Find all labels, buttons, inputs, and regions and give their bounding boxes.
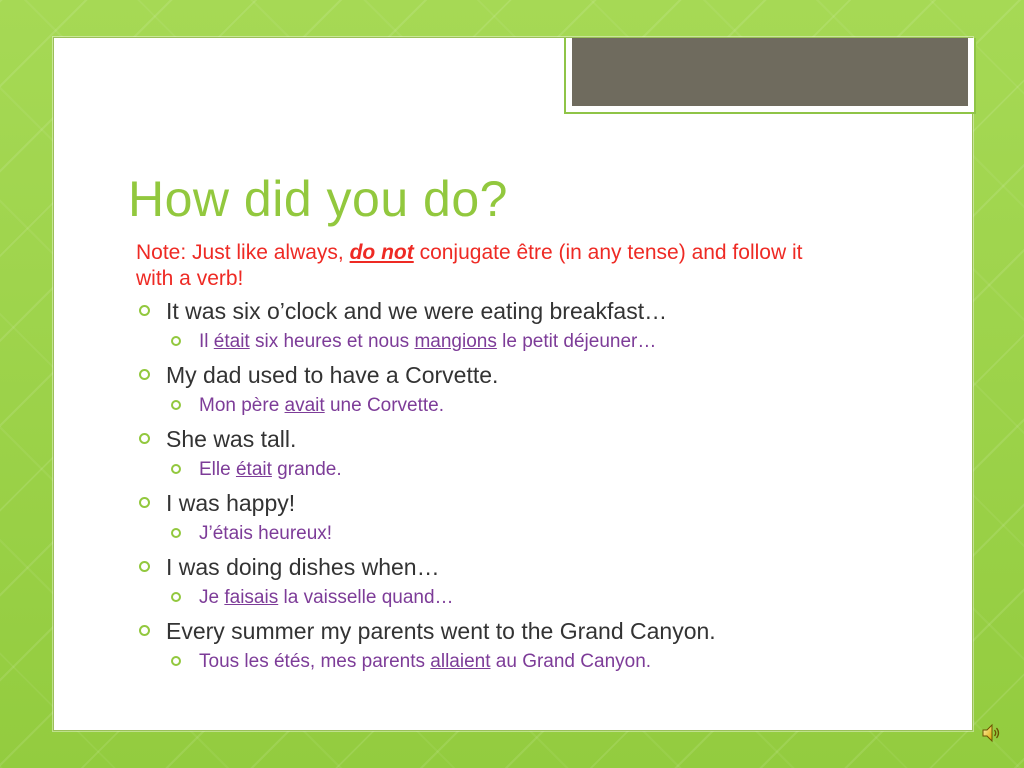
french-verb: était [235,459,272,480]
french-text: au Grand Canyon. [490,651,652,672]
note-text [136,240,836,292]
english-bullet [136,554,836,580]
english-bullet [136,426,836,452]
slide-title: How did you do? [128,171,508,227]
title-bar-decoration [564,38,976,114]
bullet-list [136,298,836,674]
speaker-icon[interactable] [980,722,1002,744]
bullet-marker [139,561,150,572]
bullet-marker [171,400,181,410]
title-bar-fill [572,38,968,106]
note-prefix: Note: Just like always, [136,241,350,264]
english-sentence: It was six o’clock and we were eating breakfast… [166,298,668,324]
french-bullet [136,458,836,482]
english-sentence: She was tall. [166,426,297,452]
french-text: Mon père [199,395,285,416]
english-bullet [136,490,836,516]
french-verb: allaient [430,651,491,672]
french-verb: faisais [224,587,279,608]
slide-content [136,240,836,682]
french-text: Je [199,587,225,608]
note-suffix: conjugate être (in any tense) and follow it with a verb! [136,241,803,290]
french-verb: avait [284,395,325,416]
english-sentence: Every summer my parents went to the Grand Canyon. [166,618,716,644]
french-text: une Corvette. [324,395,445,416]
english-bullet [136,618,836,644]
french-bullet [136,586,836,610]
bullet-marker [139,369,150,380]
french-text: J’étais heureux! [199,523,333,544]
note-emphasis: do not [349,241,414,264]
bullet-marker [139,625,150,636]
english-sentence: My dad used to have a Corvette. [166,362,499,388]
bullet-marker [171,528,181,538]
french-text: Tous les étés, mes parents [199,651,431,672]
french-text: la vaisselle quand… [278,587,454,608]
french-text: Elle [199,459,236,480]
bullet-marker [139,305,150,316]
bullet-marker [171,592,181,602]
bullet-marker [139,433,150,444]
bullet-marker [171,464,181,474]
french-text: le petit déjeuner… [496,331,657,352]
english-bullet [136,362,836,388]
english-sentence: I was happy! [166,490,296,516]
english-sentence: I was doing dishes when… [166,554,440,580]
french-text: grande. [271,459,342,480]
french-text: Il [199,331,214,352]
french-bullet [136,522,836,546]
french-bullet [136,650,836,674]
english-bullet [136,298,836,324]
bullet-marker [171,336,181,346]
french-text: six heures et nous [249,331,415,352]
bullet-marker [139,497,150,508]
french-verb: était [213,331,250,352]
french-bullet [136,330,836,354]
bullet-marker [171,656,181,666]
french-bullet [136,394,836,418]
french-verb: mangions [414,331,497,352]
